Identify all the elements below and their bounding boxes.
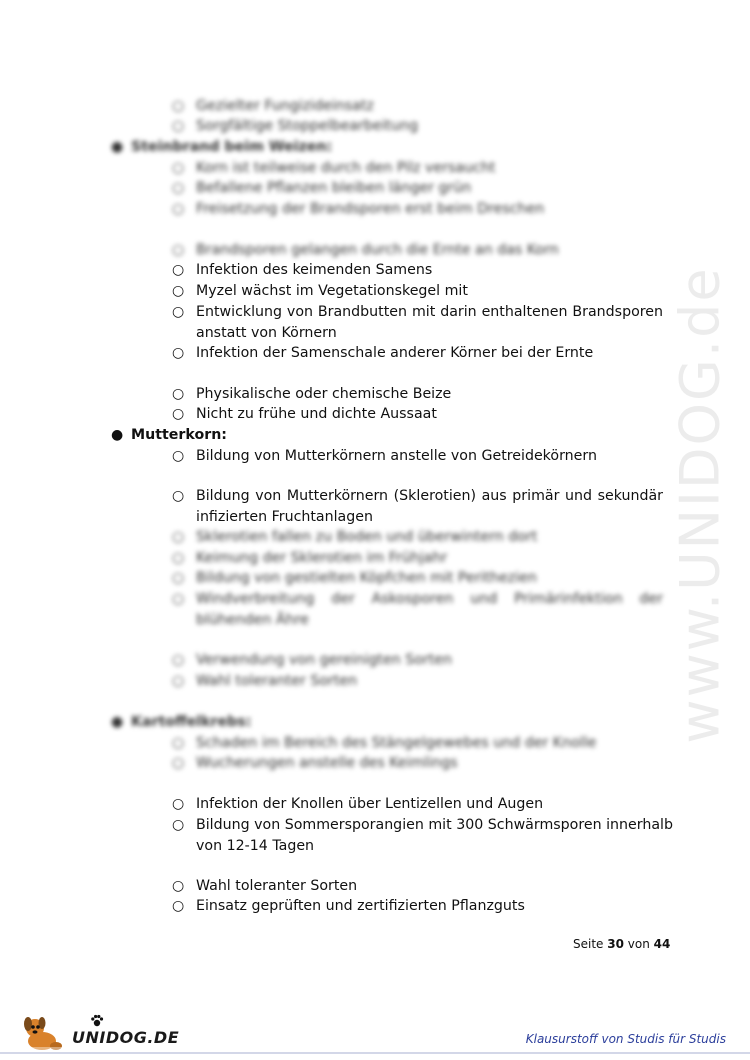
circle-marker: ○ [172, 796, 185, 812]
list-item-text: Schaden im Bereich des Stängelgewebes und der Knolle [196, 735, 597, 751]
list-item-text: Keimung der Sklerotien im Frühjahr [196, 550, 448, 566]
list-item-text: Windverbreitung der Askosporen und Primärinfektion der [196, 591, 663, 607]
list-item-text: Kartoffelkrebs: [131, 714, 252, 730]
circle-marker: ○ [172, 652, 185, 668]
circle-marker: ○ [172, 448, 185, 464]
circle-marker: ○ [172, 386, 185, 402]
circle-marker: ○ [172, 345, 185, 361]
bullet-marker: ● [111, 139, 124, 155]
list-item-text: Bildung von Sommersporangien mit 300 Schwärmsporen innerhalb [196, 817, 673, 833]
circle-marker: ○ [172, 262, 185, 278]
circle-marker: ○ [172, 550, 185, 566]
dog-mascot-icon [20, 1014, 70, 1054]
list-item-text: Befallene Pflanzen bleiben länger grün [196, 180, 472, 196]
page-number-prefix: Seite [573, 937, 608, 951]
list-item-text: Freisetzung der Brandsporen erst beim Dreschen [196, 201, 545, 217]
circle-marker: ○ [172, 201, 185, 217]
list-item-text: Physikalische oder chemische Beize [196, 386, 452, 402]
circle-marker: ○ [172, 529, 185, 545]
list-item-text-continued: blühenden Ähre [196, 611, 309, 628]
circle-marker: ○ [172, 242, 185, 258]
list-item-text: Myzel wächst im Vegetationskegel mit [196, 283, 468, 299]
logo-text: UNIDOG.DE [72, 1028, 180, 1047]
footer-slogan: Klausurstoff von Studis für Studis [525, 1032, 726, 1046]
circle-marker: ○ [172, 673, 185, 689]
circle-marker: ○ [172, 304, 185, 320]
circle-marker: ○ [172, 488, 185, 504]
list-item-text: Sorgfältige Stoppelbearbeitung [196, 118, 419, 134]
circle-marker: ○ [172, 817, 185, 833]
list-item-text-continued: von 12-14 Tagen [196, 837, 315, 854]
watermark-text: www.UNIDOG.de [668, 266, 732, 744]
circle-marker: ○ [172, 898, 185, 914]
bullet-marker: ● [111, 714, 124, 730]
list-item-text-continued: anstatt von Körnern [196, 324, 337, 341]
circle-marker: ○ [172, 283, 185, 299]
list-item-text: Mutterkorn: [131, 427, 227, 443]
list-item-text-continued: infizierten Fruchtanlagen [196, 508, 373, 525]
list-item-text: Infektion des keimenden Samens [196, 262, 433, 278]
page-number-current: 30 [607, 937, 624, 951]
circle-marker: ○ [172, 570, 185, 586]
list-item-text: Wahl toleranter Sorten [196, 878, 358, 894]
list-item-text: Wucherungen anstelle des Keimlings [196, 755, 458, 771]
list-item-text: Brandsporen gelangen durch die Ernte an das Korn [196, 242, 559, 258]
list-item-text: Einsatz geprüften und zertifizierten Pflanzguts [196, 898, 525, 914]
list-item-text: Nicht zu frühe und dichte Aussaat [196, 406, 437, 422]
page-number-mid: von [623, 937, 654, 951]
list-item-text: Gezielter Fungizideinsatz [196, 98, 374, 114]
circle-marker: ○ [172, 406, 185, 422]
circle-marker: ○ [172, 98, 185, 114]
circle-marker: ○ [172, 118, 185, 134]
circle-marker: ○ [172, 878, 185, 894]
list-item-text: Bildung von Mutterkörnern (Sklerotien) aus primär und sekundär [196, 488, 663, 504]
list-item-text: Steinbrand beim Weizen: [131, 139, 333, 155]
list-item-text: Sklerotien fallen zu Boden und überwintern dort [196, 529, 538, 545]
list-item-text: Infektion der Knollen über Lentizellen und Augen [196, 796, 544, 812]
footer-rule [0, 1052, 750, 1054]
list-item-text: Korn ist teilweise durch den Pilz versaucht [196, 160, 496, 176]
list-item-text: Wahl toleranter Sorten [196, 673, 358, 689]
page-number-total: 44 [653, 937, 671, 951]
circle-marker: ○ [172, 755, 185, 771]
bullet-marker: ● [111, 427, 124, 443]
unidog-logo [20, 1014, 180, 1054]
circle-marker: ○ [172, 591, 185, 607]
list-item-text: Bildung von Mutterkörnern anstelle von Getreidekörnern [196, 448, 597, 464]
paw-icon [90, 1014, 104, 1028]
page-number [573, 937, 670, 951]
list-item-text: Entwicklung von Brandbutten mit darin enthaltenen Brandsporen [196, 304, 663, 320]
circle-marker: ○ [172, 180, 185, 196]
circle-marker: ○ [172, 735, 185, 751]
list-item-text: Infektion der Samenschale anderer Körner bei der Ernte [196, 345, 594, 361]
list-item-text: Bildung von gestielten Köpfchen mit Perithezien [196, 570, 537, 586]
list-item-text: Verwendung von gereinigten Sorten [196, 652, 453, 668]
circle-marker: ○ [172, 160, 185, 176]
